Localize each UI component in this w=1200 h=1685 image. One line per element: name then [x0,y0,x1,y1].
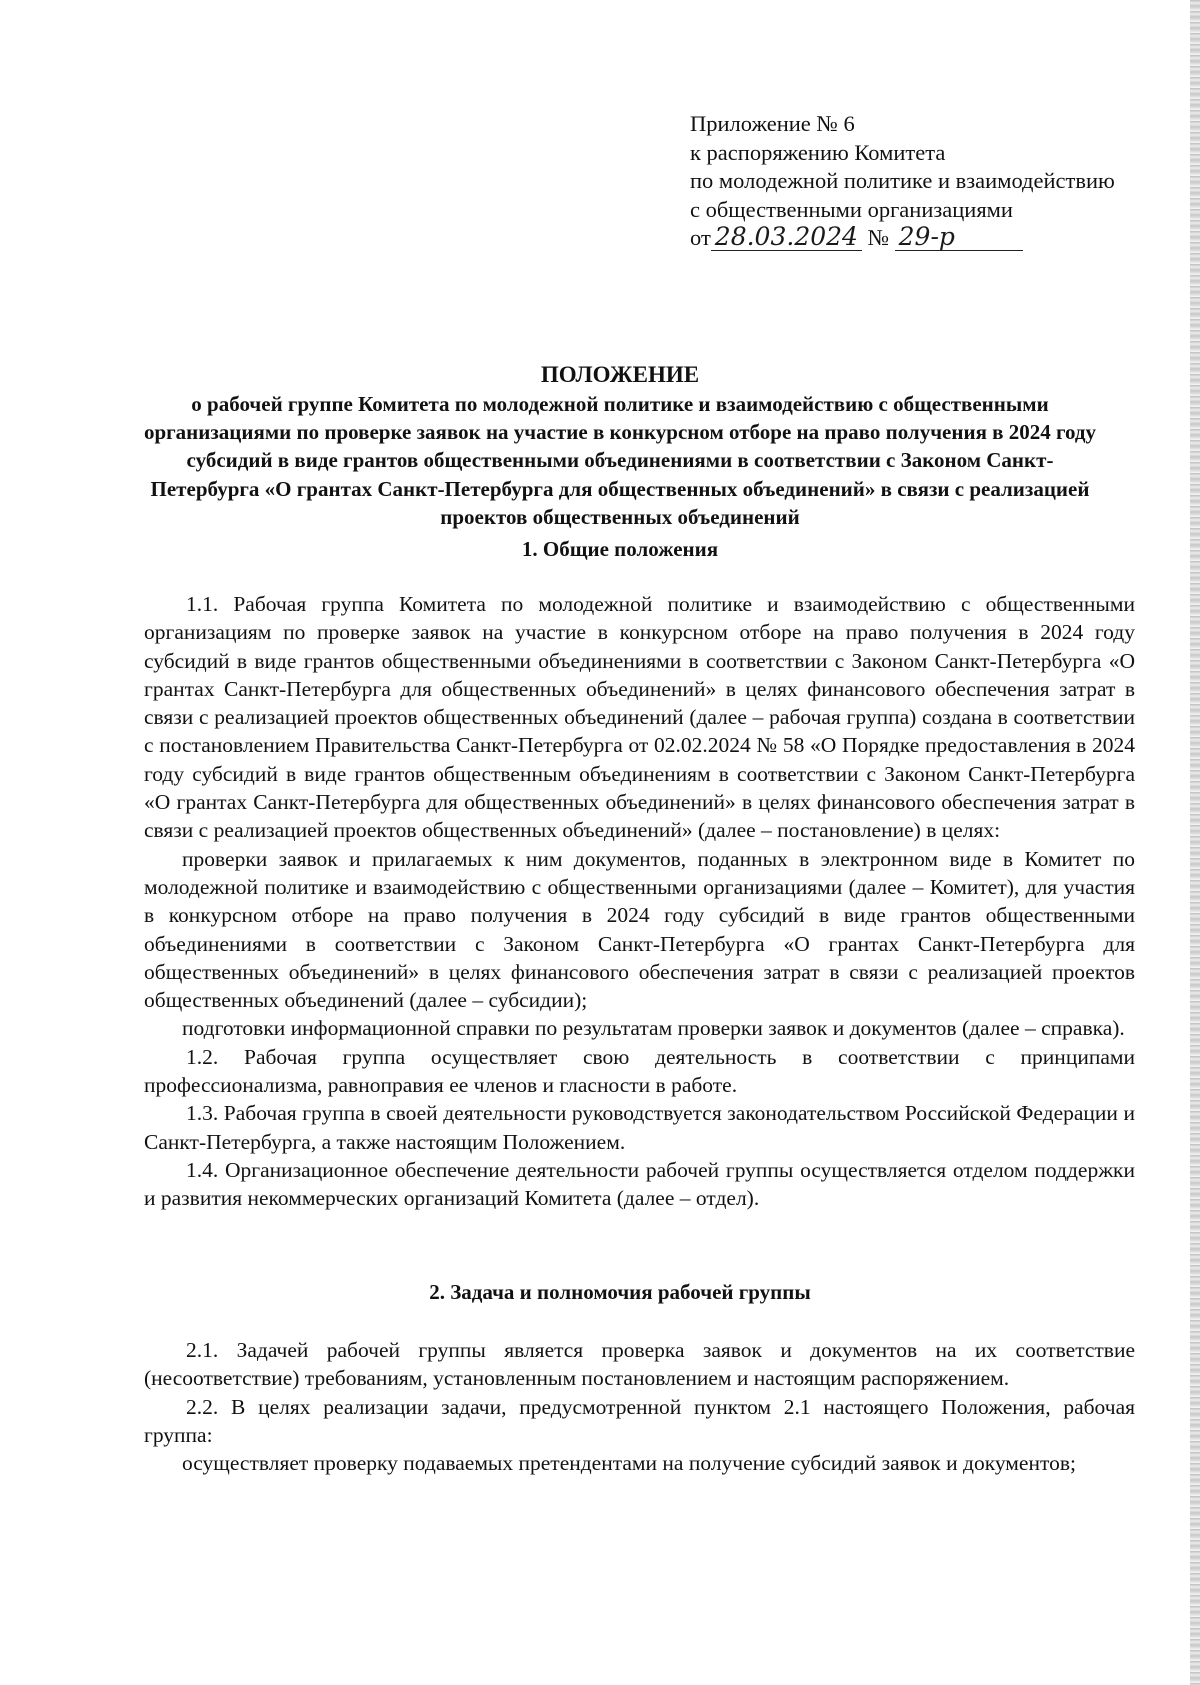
number-label: № [867,225,890,250]
section-1-heading: 1. Общие положения [521,537,719,561]
paragraph-2-2: 2.2. В целях реализации задачи, предусмотренной пунктом 2.1 настоящего Положения, рабочая группа: [144,1394,1135,1447]
paragraph-1-2: 1.2. Рабочая группа осуществляет свою деятельность в соответствии с принципами профессионализма, равноправия ее членов и гласности в работе. [144,1044,1135,1098]
paragraph-1-3: 1.3. Рабочая группа в своей деятельности руководствуется законодательством Российской Федерации и Санкт-Петербурга, а также настоящим Положением. [144,1101,1135,1154]
paragraph-2-2-item: осуществляет проверку подаваемых претендентами на получение субсидий заявок и документов; [182,1451,1076,1476]
section-2-heading: 2. Задача и полномочия рабочей группы [429,1280,811,1304]
paragraph-1-1-purpose-a: проверки заявок и прилагаемых к ним документов, поданных в электронном виде в Комитет по молодежной политике и взаимодействию с общественными организациями (далее – Комитет), для участия в конкурсном отборе на право получения в 2024 году субсидий в виде грантов общественными объединениями в соответствии с Законом Санкт-Петербурга «О грантах Санкт-Петербурга для общественных объединений» в целях финансового обеспечения затрат в связи с реализацией проектов общественных объединений (далее – субсидии); [144,846,1135,1013]
appendix-date-number-line [690,224,1160,256]
document-subtitle: о рабочей группе Комитета по молодежной политике и взаимодействию с общественными организациями по проверке заявок на участие в конкурсном отборе на право получения в 2024 году субсидий в виде грантов общественными объединениями в соответствии с Законом Санкт-Петербурга «О грантах Санкт-Петербурга для общественных объединений» в связи с реализацией проектов общественных объединений [143,392,1097,529]
document-title: ПОЛОЖЕНИЕ [540,362,700,387]
paragraph-1-1: 1.1. Рабочая группа Комитета по молодежной политике и взаимодействию с общественными организациям по проверке заявок на участие в конкурсном отборе на право получения в 2024 году субсидий в виде грантов общественными объединениями в соответствии с Законом Санкт-Петербурга «О грантах Санкт-Петербурга для общественных объединений» в целях финансового обеспечения затрат в связи с реализацией проектов общественных объединений (далее – рабочая группа) создана в соответствии с постановлением Правительства Санкт-Петербурга от 02.02.2024 № 58 «О Порядке предоставления в 2024 году субсидий в виде грантов общественным объединениям в соответствии с Законом Санкт-Петербурга «О грантах Санкт-Петербурга для общественных объединений» в целях финансового обеспечения затрат в связи с реализацией проектов общественных объединений» (далее – постановление) в целях: [144,592,1135,843]
paragraph-1-4: 1.4. Организационное обеспечение деятельности рабочей группы осуществляется отделом поддержки и развития некоммерческих организаций Комитета (далее – отдел). [144,1157,1135,1211]
paragraph-2-1: 2.1. Задачей рабочей группы является проверка заявок и документов на их соответствие (несоответствие) требованиям, установленным постановлением и настоящим распоряжением. [144,1338,1135,1391]
appendix-line-3: по молодежной политике и взаимодействию [690,168,1115,193]
handwritten-number: 29-р [895,224,1023,251]
document-title-block [140,360,1100,531]
from-label: от [690,225,711,250]
paragraph-1-1-purpose-b: подготовки информационной справки по результатам проверки заявок и документов (далее – справка). [182,1016,1125,1041]
appendix-line-1: Приложение № 6 [690,111,855,136]
handwritten-date: 28.03.2024 [711,224,862,251]
section-1-body [144,590,1135,1213]
scan-edge-artifact [1190,0,1200,1685]
appendix-header [690,110,1160,256]
section-2-body [144,1336,1135,1477]
appendix-line-2: к распоряжению Комитета [690,139,946,165]
appendix-line-4: с общественными организациями [690,196,1013,222]
